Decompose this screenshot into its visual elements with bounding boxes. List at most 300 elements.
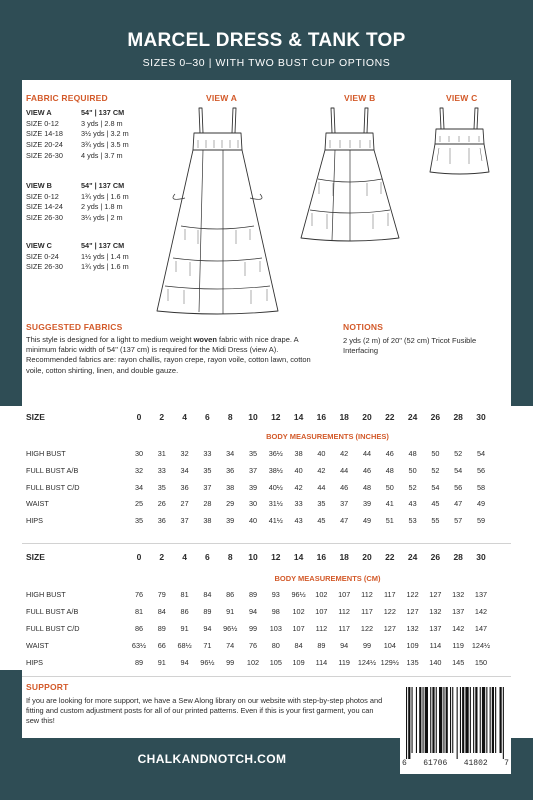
size-header-cell: 30 <box>476 412 486 422</box>
measurement-cell: 66 <box>157 641 166 650</box>
measurement-cell: 29 <box>226 499 235 509</box>
measurement-cell: 38½ <box>268 465 283 475</box>
measurement-cell: 117 <box>383 590 396 599</box>
measurement-cell: 52 <box>431 465 440 475</box>
measurement-cell: 93 <box>271 590 280 599</box>
barcode-digit: 61706 <box>423 759 448 768</box>
measurement-cell: 35 <box>317 499 326 509</box>
fabric-width: 54" | 137 CM <box>81 181 125 190</box>
barcode-bar <box>443 687 444 753</box>
measurement-cell: 122 <box>383 607 396 616</box>
fabric-amount: 1½ yds | 1.4 m <box>81 251 129 261</box>
measurement-cell: 37 <box>203 482 212 492</box>
barcode-bar <box>439 687 442 753</box>
measurement-row <box>22 483 511 495</box>
suggested-fabrics-title: SUGGESTED FABRICS <box>26 322 123 332</box>
measurement-cell: 105 <box>269 658 282 667</box>
fabric-amount: 3½ yds | 3.2 m <box>81 129 129 139</box>
measurement-cell: 49 <box>476 499 486 509</box>
measurement-cell: 36 <box>157 516 166 526</box>
measurement-cell: 91 <box>180 624 189 633</box>
measurement-cell: 27 <box>180 499 189 509</box>
measurement-cell: 39 <box>248 482 258 492</box>
fabric-view-a <box>26 108 161 162</box>
barcode-bar <box>408 687 410 759</box>
measurement-cell: 54 <box>476 449 486 458</box>
measurement-cell: 43 <box>408 499 417 509</box>
measurement-cell: 53 <box>408 516 417 526</box>
measurement-cell: 35 <box>157 482 166 492</box>
measurement-cell: 42 <box>294 482 303 492</box>
barcode-bar <box>500 687 502 753</box>
measurement-label: FULL BUST C/D <box>26 624 80 633</box>
measurement-label: FULL BUST A/B <box>26 465 79 475</box>
measurement-cell: 30 <box>134 449 144 458</box>
measurement-cell: 81 <box>134 607 144 616</box>
size-header-cell: 10 <box>248 412 258 422</box>
measurement-cell: 124½ <box>471 641 491 650</box>
measurement-cell: 38 <box>226 482 235 492</box>
measurement-cell: 39 <box>362 499 372 509</box>
fabric-amount: 4 yds | 3.7 m <box>81 150 123 160</box>
barcode-bar <box>412 687 413 753</box>
measurement-cell: 99 <box>248 624 258 633</box>
measurement-cell: 39 <box>226 516 235 526</box>
measurement-cell: 33 <box>203 449 212 458</box>
measurements-section-title: BODY MEASUREMENTS (INCHES) <box>266 432 389 441</box>
barcode-bar <box>470 687 471 753</box>
measurement-cell: 117 <box>338 624 350 633</box>
barcode-bar <box>416 687 417 753</box>
measurement-cell: 47 <box>454 499 463 509</box>
measurement-cell: 104 <box>383 641 396 650</box>
barcode-bar <box>462 687 464 753</box>
measurement-cell: 37 <box>340 499 349 509</box>
size-header-cell: 8 <box>227 552 233 562</box>
size-header-cell: 26 <box>430 552 441 562</box>
fabric-amount: 1¾ yds | 1.6 m <box>81 262 129 272</box>
fabric-size: SIZE 0-24 <box>26 251 59 261</box>
measurement-cell: 91 <box>157 658 166 667</box>
fabric-size: SIZE 26-30 <box>26 213 63 223</box>
barcode <box>400 682 511 774</box>
measurement-cell: 103 <box>269 624 282 633</box>
size-header-label: SIZE <box>26 412 45 422</box>
measurement-cell: 119 <box>338 658 350 667</box>
fabric-view-label: VIEW C <box>26 241 52 250</box>
measurement-cell: 48 <box>362 482 372 492</box>
measurement-cell: 47 <box>340 516 349 526</box>
measurement-cell: 102 <box>246 658 260 667</box>
measurement-cell: 63½ <box>131 641 147 650</box>
measurement-cell: 44 <box>340 465 349 475</box>
measurement-label: FULL BUST C/D <box>26 482 80 492</box>
measurement-cell: 51 <box>385 516 394 526</box>
measurement-cell: 80 <box>271 641 280 650</box>
size-header-cell: 6 <box>205 412 210 422</box>
measurements-section-title: BODY MEASUREMENTS (CM) <box>274 574 381 583</box>
size-header-cell: 20 <box>362 412 372 422</box>
measurement-cell: 124½ <box>357 658 377 667</box>
measurement-label: FULL BUST A/B <box>26 607 79 616</box>
barcode-bar <box>446 687 448 753</box>
measurement-cell: 50 <box>385 482 394 492</box>
table-divider <box>22 676 511 677</box>
measurement-cell: 112 <box>361 590 373 599</box>
measurement-cell: 36 <box>226 465 235 475</box>
measurement-cell: 84 <box>203 590 212 599</box>
measurement-cell: 109 <box>292 658 305 667</box>
barcode-bar <box>419 687 421 753</box>
measurement-cell: 35 <box>203 465 212 475</box>
size-header-cell: 22 <box>385 412 395 422</box>
measurement-cell: 122 <box>406 590 419 599</box>
measurement-label: WAIST <box>26 499 49 509</box>
measurement-row <box>22 449 511 461</box>
barcode-bar <box>465 687 468 753</box>
measurement-cell: 137 <box>474 590 488 599</box>
barcode-bar <box>406 687 407 759</box>
measurement-cell: 102 <box>315 590 328 599</box>
measurement-cell: 46 <box>362 465 372 475</box>
barcode-bars <box>406 687 505 759</box>
measurement-cell: 107 <box>292 624 305 633</box>
measurement-cell: 41½ <box>268 516 283 526</box>
measurement-cell: 89 <box>248 590 258 599</box>
measurement-cell: 54 <box>431 482 440 492</box>
measurement-cell: 42 <box>317 465 326 475</box>
size-header-cell: 0 <box>136 412 142 422</box>
measurement-label: WAIST <box>26 641 49 650</box>
measurement-cell: 42 <box>340 449 349 458</box>
measurement-cell: 145 <box>452 658 465 667</box>
fabric-amount: 3¾ yds | 3.5 m <box>81 140 129 150</box>
fabric-size: SIZE 14-18 <box>26 129 63 139</box>
barcode-bar <box>480 687 481 753</box>
size-header-cell: 10 <box>248 552 258 562</box>
measurement-cell: 31½ <box>268 499 283 509</box>
fabric-width: 54" | 137 CM <box>81 241 125 250</box>
measurement-cell: 94 <box>340 641 349 650</box>
measurement-cell: 68½ <box>177 641 192 650</box>
measurement-cell: 119 <box>452 641 464 650</box>
measurement-row <box>22 499 511 511</box>
fabric-size: SIZE 20-24 <box>26 140 63 150</box>
size-header-cell: 12 <box>271 412 281 422</box>
fabric-size: SIZE 0-12 <box>26 118 59 128</box>
measurement-cell: 74 <box>226 641 235 650</box>
size-header-cell: 20 <box>362 552 372 562</box>
fabric-size: SIZE 26-30 <box>26 150 63 160</box>
size-header-cell: 28 <box>453 552 463 562</box>
page-subtitle: SIZES 0–30 | WITH TWO BUST CUP OPTIONS <box>142 57 391 69</box>
measurement-cell: 132 <box>406 624 419 633</box>
size-header-cell: 22 <box>385 552 395 562</box>
size-header-cell: 4 <box>182 412 187 422</box>
barcode-bar <box>473 687 474 753</box>
size-header-cell: 24 <box>407 552 418 562</box>
measurement-cell: 40 <box>248 516 258 526</box>
measurement-cell: 137 <box>429 624 442 633</box>
website-link[interactable]: CHALKANDNOTCH.COM <box>137 752 287 766</box>
size-header-cell: 26 <box>430 412 441 422</box>
measurement-cell: 35 <box>248 449 258 458</box>
measurement-label: HIPS <box>26 516 44 526</box>
measurement-cell: 25 <box>134 499 144 509</box>
measurement-cell: 79 <box>157 590 166 599</box>
barcode-bar <box>432 687 434 753</box>
measurement-cell: 56 <box>454 482 463 492</box>
measurement-cell: 96½ <box>200 658 215 667</box>
measurement-cell: 96½ <box>223 624 238 633</box>
measurement-cell: 30 <box>248 499 258 509</box>
view-c-label: VIEW C <box>446 93 478 103</box>
measurement-cell: 91 <box>226 607 235 616</box>
fabric-width: 54" | 137 CM <box>81 108 125 117</box>
measurement-cell: 86 <box>180 607 189 616</box>
barcode-bar <box>425 687 428 753</box>
view-b-dress-illustration <box>295 106 405 246</box>
suggested-text-bold: woven <box>193 335 217 344</box>
size-header-cell: 30 <box>476 552 486 562</box>
barcode-bar <box>423 687 424 753</box>
measurement-cell: 94 <box>203 624 212 633</box>
size-header-cell: 18 <box>339 412 349 422</box>
measurement-cell: 99 <box>362 641 372 650</box>
measurement-cell: 89 <box>134 658 144 667</box>
barcode-digit: 41802 <box>463 759 488 768</box>
measurement-cell: 46 <box>340 482 349 492</box>
measurement-cell: 40½ <box>268 482 283 492</box>
measurement-cell: 34 <box>134 482 144 492</box>
suggested-text-part: fabric with nice drape. A minimum fabric width of 54" (137 cm) is required for the Midi Dress (view A). Recommended fabrics are: rayon challis, rayon crepe, rayon voile, cotton lawn, cotton voile, cotton shirting, linen, and double gauze. <box>26 335 311 375</box>
measurement-cell: 127 <box>383 624 396 633</box>
size-header-cell: 16 <box>316 412 327 422</box>
barcode-digit: 7 <box>504 759 509 768</box>
measurement-cell: 89 <box>203 607 212 616</box>
size-header-label: SIZE <box>26 552 45 562</box>
fabric-amount: 2 yds | 1.8 m <box>81 202 123 212</box>
fabric-size: SIZE 14-24 <box>26 202 63 212</box>
measurement-cell: 94 <box>248 607 258 616</box>
measurement-cell: 150 <box>474 658 488 667</box>
suggested-text-part: This style is designed for a light to medium weight <box>26 335 194 344</box>
measurement-cell: 46 <box>385 449 394 458</box>
measurement-cell: 52 <box>408 482 417 492</box>
measurement-cell: 38 <box>294 449 303 458</box>
barcode-bar <box>492 687 494 753</box>
measurement-cell: 31 <box>157 449 166 458</box>
measurement-cell: 81 <box>180 590 189 599</box>
measurement-cell: 34 <box>226 449 235 458</box>
barcode-bar <box>482 687 485 753</box>
measurement-cell: 142 <box>452 624 465 633</box>
view-a-dress-illustration <box>150 106 285 318</box>
size-header-row <box>22 552 511 564</box>
measurement-cell: 142 <box>474 607 488 616</box>
fabric-view-b <box>26 181 161 224</box>
measurement-cell: 36½ <box>268 449 283 458</box>
measurement-cell: 52 <box>454 449 463 458</box>
measurement-cell: 122 <box>360 624 374 633</box>
suggested-fabrics-text <box>26 335 316 376</box>
measurement-cell: 107 <box>315 607 328 616</box>
barcode-bar <box>503 687 504 759</box>
measurement-row <box>22 516 511 528</box>
measurement-cell: 112 <box>315 624 328 633</box>
measurement-cell: 114 <box>429 641 442 650</box>
size-header-cell: 14 <box>293 552 304 562</box>
measurement-cell: 107 <box>338 590 351 599</box>
size-header-cell: 24 <box>407 412 418 422</box>
measurement-cell: 102 <box>292 607 305 616</box>
view-c-tank-illustration <box>425 106 495 178</box>
measurement-cell: 41 <box>385 499 394 509</box>
measurement-cell: 33 <box>294 499 303 509</box>
measurement-cell: 32 <box>134 465 144 475</box>
barcode-bar <box>450 687 451 753</box>
measurement-cell: 94 <box>180 658 189 667</box>
measurement-cell: 117 <box>361 607 373 616</box>
measurement-cell: 98 <box>271 607 280 616</box>
size-header-cell: 4 <box>182 552 187 562</box>
measurement-cell: 54 <box>454 465 463 475</box>
measurement-cell: 32 <box>180 449 189 458</box>
size-header-cell: 14 <box>293 412 304 422</box>
barcode-bar <box>490 687 491 753</box>
barcode-digits <box>400 759 511 768</box>
measurement-cell: 112 <box>338 607 350 616</box>
measurement-row <box>22 641 511 653</box>
fabric-required-title: FABRIC REQUIRED <box>26 93 108 103</box>
size-header-cell: 0 <box>136 552 142 562</box>
measurement-cell: 45 <box>317 516 326 526</box>
barcode-bar <box>486 687 487 753</box>
barcode-bar <box>460 687 461 753</box>
measurement-cell: 37 <box>248 465 258 475</box>
measurement-cell: 96½ <box>291 590 306 599</box>
barcode-bar <box>495 687 496 753</box>
measurement-cell: 38 <box>203 516 212 526</box>
measurement-cell: 35 <box>134 516 144 526</box>
measurement-row <box>22 624 511 636</box>
support-text: If you are looking for more support, we have a Sew Along library on our website with step-by-step photos and fitting and custom adjustment posts for all of our printed patterns. Even if this is your first garment, you can sew this! <box>26 696 383 726</box>
fabric-amount: 3¼ yds | 2 m <box>81 213 123 223</box>
measurement-cell: 135 <box>406 658 419 667</box>
measurement-cell: 71 <box>203 641 212 650</box>
measurement-cell: 129½ <box>380 658 399 667</box>
measurement-cell: 43 <box>294 516 303 526</box>
notions-text: 2 yds (2 m) of 20" (52 cm) Tricot Fusible Interfacing <box>343 336 477 356</box>
measurement-cell: 127 <box>406 607 419 616</box>
measurement-cell: 76 <box>248 641 258 650</box>
measurement-cell: 55 <box>431 516 440 526</box>
page-title: MARCEL DRESS & TANK TOP <box>127 30 406 51</box>
measurement-cell: 84 <box>294 641 303 650</box>
measurement-cell: 132 <box>429 607 442 616</box>
measurement-cell: 44 <box>362 449 372 458</box>
measurement-label: HIPS <box>26 658 44 667</box>
measurement-cell: 26 <box>157 499 166 509</box>
size-header-cell: 2 <box>159 412 165 422</box>
fabric-amount: 3 yds | 2.8 m <box>81 118 123 128</box>
size-header-row <box>22 412 511 424</box>
fabric-view-label: VIEW B <box>26 181 52 190</box>
measurement-cell: 127 <box>429 590 442 599</box>
measurement-cell: 114 <box>315 658 328 667</box>
size-header-cell: 12 <box>271 552 281 562</box>
support-title: SUPPORT <box>26 682 69 692</box>
measurement-cell: 132 <box>452 590 465 599</box>
fabric-view-c <box>26 241 161 273</box>
fabric-view-label: VIEW A <box>26 108 52 117</box>
fabric-amount: 1¾ yds | 1.6 m <box>81 191 129 201</box>
measurement-cell: 59 <box>476 516 486 526</box>
measurement-label: HIGH BUST <box>26 449 66 458</box>
measurement-cell: 48 <box>385 465 394 475</box>
measurement-cell: 33 <box>157 465 166 475</box>
size-header-cell: 16 <box>316 552 327 562</box>
measurement-cell: 56 <box>476 465 486 475</box>
measurement-cell: 48 <box>408 449 417 458</box>
measurement-cell: 57 <box>454 516 463 526</box>
barcode-bar <box>457 687 458 759</box>
measurement-cell: 44 <box>317 482 326 492</box>
barcode-bar <box>436 687 437 753</box>
measurement-cell: 45 <box>431 499 440 509</box>
measurement-row <box>22 466 511 478</box>
measurement-cell: 84 <box>157 607 166 616</box>
measurement-cell: 49 <box>362 516 372 526</box>
measurement-cell: 76 <box>134 590 144 599</box>
measurement-row <box>22 590 511 602</box>
view-b-label: VIEW B <box>344 93 376 103</box>
measurement-cell: 34 <box>180 465 189 475</box>
size-header-cell: 28 <box>453 412 463 422</box>
measurement-cell: 50 <box>431 449 440 458</box>
measurement-cell: 147 <box>474 624 488 633</box>
measurement-cell: 137 <box>452 607 465 616</box>
view-a-label: VIEW A <box>206 93 238 103</box>
measurement-cell: 86 <box>226 590 235 599</box>
fabric-size: SIZE 0-12 <box>26 191 59 201</box>
size-header-cell: 2 <box>159 552 165 562</box>
fabric-size: SIZE 26-30 <box>26 262 63 272</box>
size-header-cell: 8 <box>227 412 233 422</box>
barcode-digit: 6 <box>402 759 407 768</box>
measurement-cell: 37 <box>180 516 189 526</box>
barcode-bar <box>475 687 477 753</box>
measurement-cell: 40 <box>317 449 326 458</box>
barcode-bar <box>430 687 431 753</box>
size-header-cell: 6 <box>205 552 210 562</box>
measurement-cell: 109 <box>406 641 419 650</box>
measurement-cell: 89 <box>317 641 326 650</box>
notions-title: NOTIONS <box>343 322 384 332</box>
measurement-cell: 58 <box>476 482 486 492</box>
measurement-cell: 28 <box>203 499 212 509</box>
measurement-cell: 86 <box>134 624 144 633</box>
measurement-cell: 140 <box>429 658 442 667</box>
measurement-cell: 50 <box>408 465 417 475</box>
table-divider <box>22 543 511 544</box>
measurement-cell: 99 <box>226 658 235 667</box>
measurement-cell: 36 <box>180 482 189 492</box>
measurement-cell: 89 <box>157 624 166 633</box>
barcode-bar <box>452 687 453 753</box>
measurement-cell: 40 <box>294 465 303 475</box>
measurement-label: HIGH BUST <box>26 590 66 599</box>
